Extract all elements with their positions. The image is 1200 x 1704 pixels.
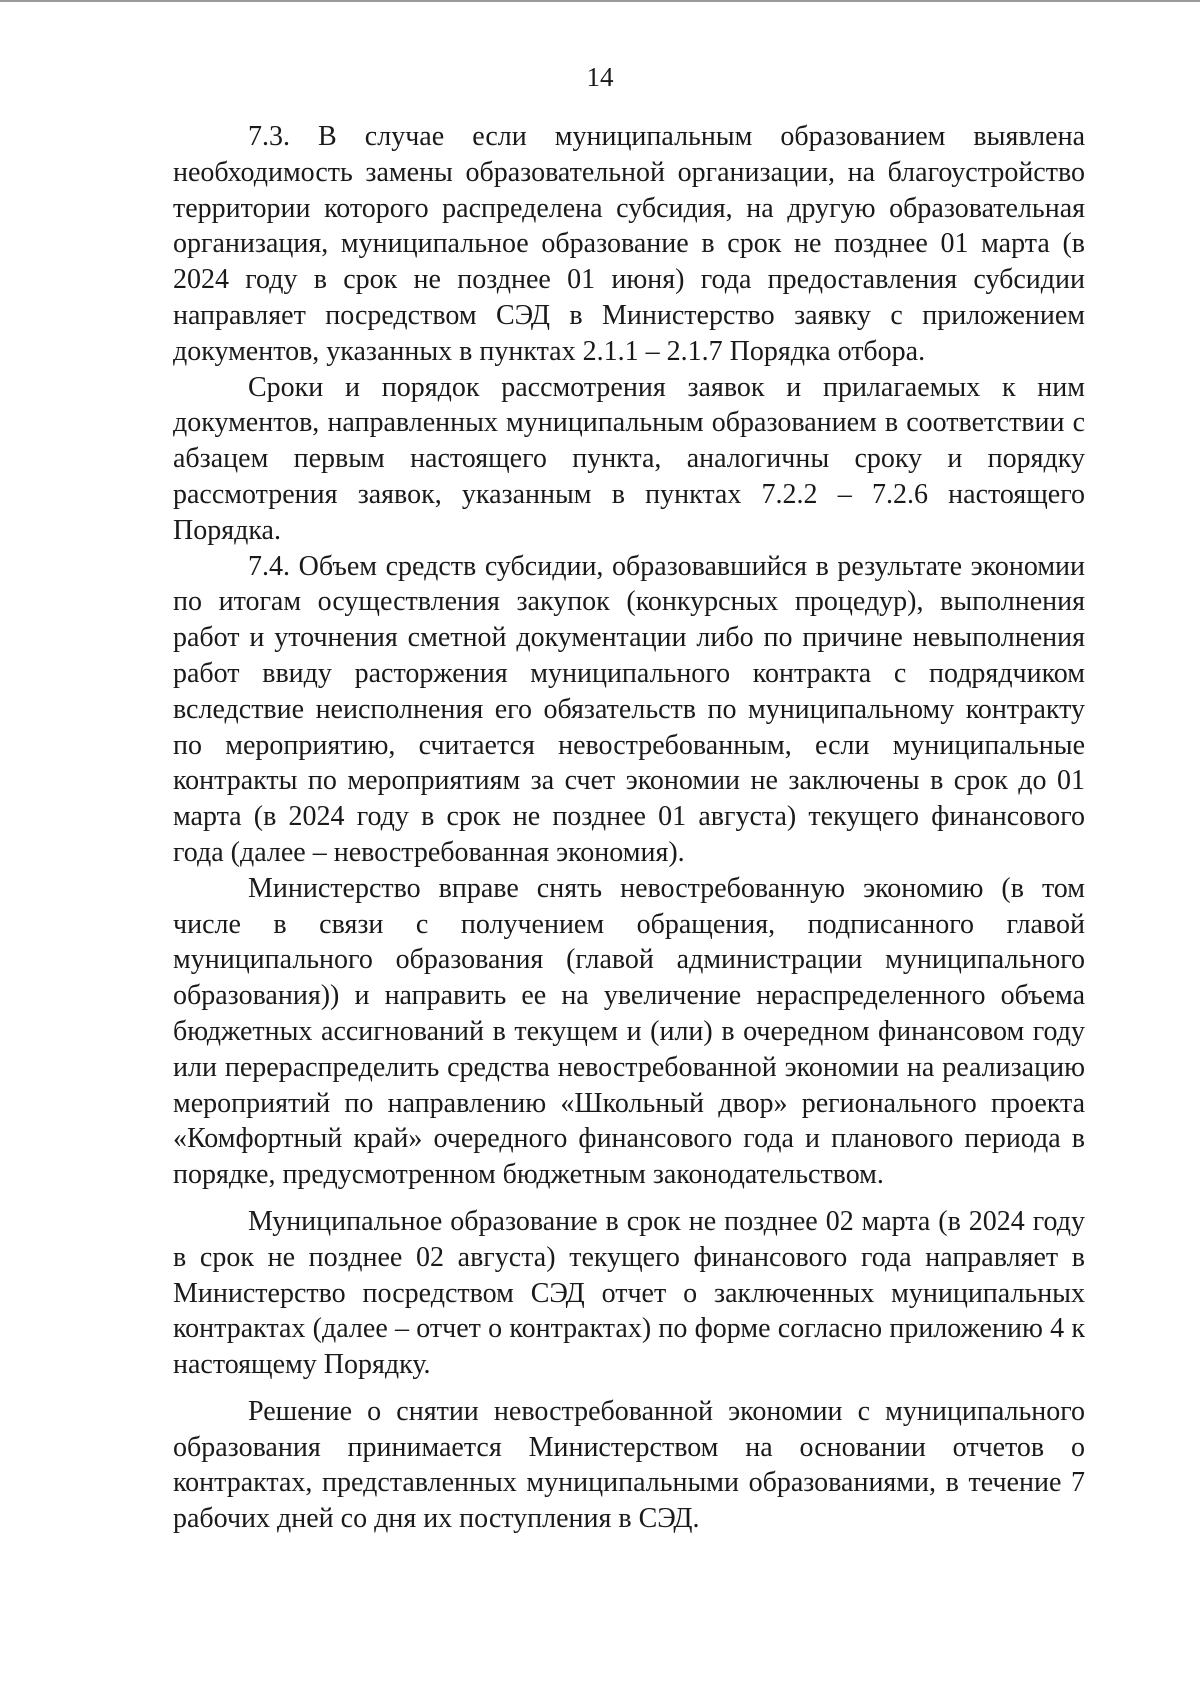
page-number: 14 xyxy=(586,62,614,92)
paragraph-7-3: 7.3. В случае если муниципальным образованием выявлена необходимость замены образовательной организации, на благоустройство территории которого распределена субсидия, на другую образовательная организация, муниципальное образование в срок не позднее 01 марта (в 2024 году в срок не позднее 01 июня) года предоставления субсидии направляет посредством СЭД в Министерство заявку с приложением документов, указанных в пунктах 2.1.1 – 2.1.7 Порядка отбора. xyxy=(173,121,1085,367)
paragraph-decision: Решение о снятии невостребованной экономии с муниципального образования принимается Министерством на основании отчетов о контрактах, представленных муниципальными образованиями, в течение 7 рабочих дней со дня их поступления в СЭД. xyxy=(173,1395,1085,1535)
paragraph-7-4: 7.4. Объем средств субсидии, образовавшийся в результате экономии по итогам осуществления закупок (конкурсных процедур), выполнения работ и уточнения сметной документации либо по причине невыполнения работ ввиду расторжения муниципального контракта с подрядчиком вследствие неисполнения его обязательств по муниципальному контракту по мероприятию, считается невостребованным, если муниципальные контракты по мероприятиям за счет экономии не заключены в срок до 01 марта (в 2024 году в срок не позднее 01 августа) текущего финансового года (далее – невостребованная экономия). xyxy=(173,550,1085,868)
paragraph-contract-report: Муниципальное образование в срок не позднее 02 марта (в 2024 году в срок не позднее 02 августа) текущего финансового года направляет в Министерство посредством СЭД отчет о заключенных муниципальных контрактах (далее – отчет о контрактах) по форме согласно приложению 4 к настоящему Порядку. xyxy=(173,1205,1085,1381)
document-body xyxy=(173,119,1085,1537)
paragraph-ministry-right: Министерство вправе снять невостребованную экономию (в том числе в связи с получением обращения, подписанного главой муниципального образования (главой администрации муниципального образования)) и направить ее на увеличение нераспределенного объема бюджетных ассигнований в текущем и (или) в очередном финансовом году или перераспределить средства невостребованной экономии на реализацию мероприятий по направлению «Школьный двор» регионального проекта «Комфортный край» очередного финансового года и планового периода в порядке, предусмотренном бюджетным законодательством. xyxy=(173,872,1085,1191)
paragraph-review-terms: Сроки и порядок рассмотрения заявок и прилагаемых к ним документов, направленных муниципальным образованием в соответствии с абзацем первым настоящего пункта, аналогичны сроку и порядку рассмотрения заявок, указанным в пунктах 7.2.2 – 7.2.6 настоящего Порядка. xyxy=(173,371,1085,546)
